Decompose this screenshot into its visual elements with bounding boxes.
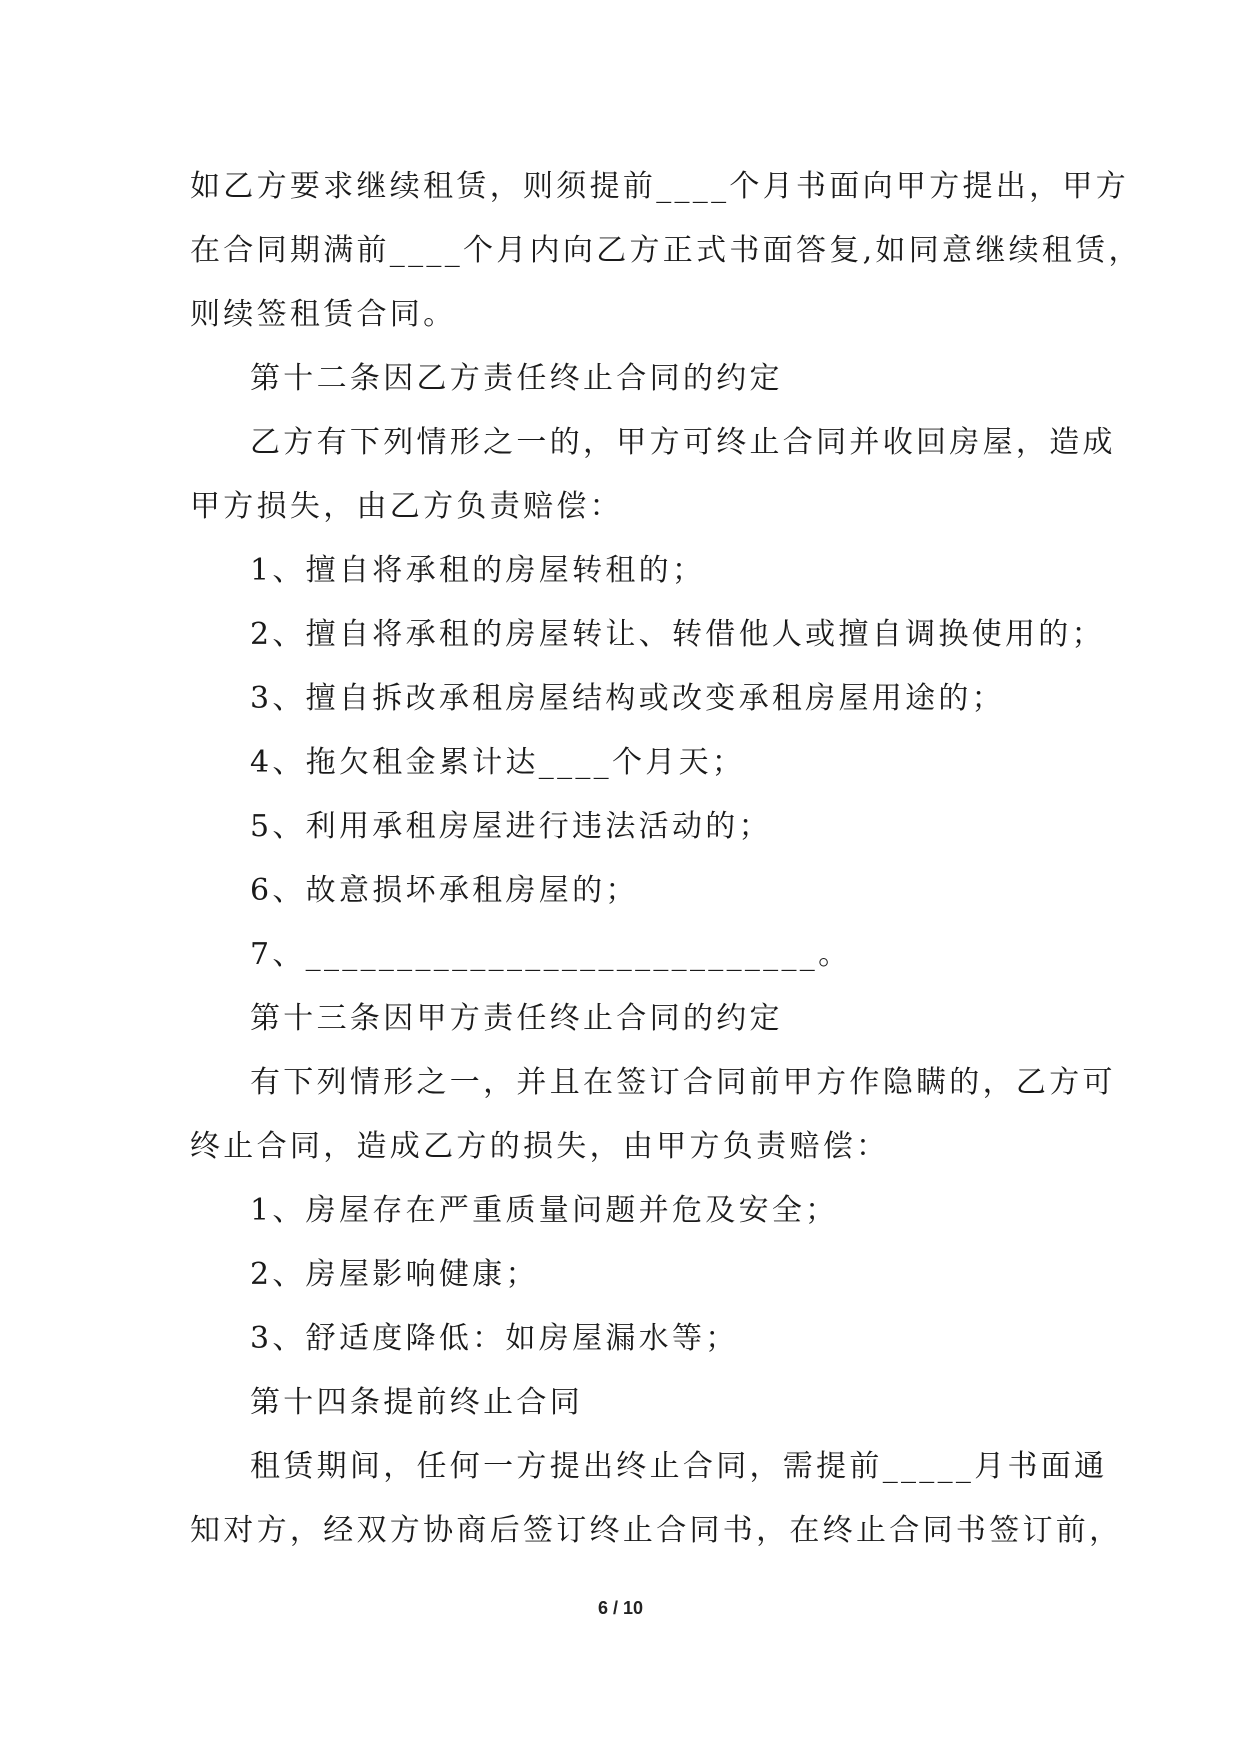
page-number: 6 / 10 [597,1598,644,1618]
text-line: 则续签租赁合同。 [190,297,457,332]
text-line: 有下列情形之一，并且在签订合同前甲方作隐瞒的，乙方可 [250,1065,1116,1100]
list-item: 2、擅自将承租的房屋转让、转借他人或擅自调换使用的； [250,617,1105,652]
text-line: 如乙方要求继续租赁，则须提前____个月书面向甲方提出，甲方 [190,169,1129,204]
list-item: 5、利用承租房屋进行违法活动的； [250,809,772,844]
text-line: 在合同期满前____个月内向乙方正式书面答复,如同意继续租赁， [190,233,1142,268]
list-item: 1、房屋存在严重质量问题并危及安全； [250,1193,839,1228]
text-line: 租赁期间，任何一方提出终止合同，需提前_____月书面通 [250,1449,1108,1484]
list-item: 3、舒适度降低：如房屋漏水等； [250,1321,739,1356]
text-line: 终止合同，造成乙方的损失，由甲方负责赔偿： [190,1129,890,1164]
article-heading: 第十四条提前终止合同 [250,1385,583,1420]
list-item: 2、房屋影响健康； [250,1257,539,1292]
list-item: 6、故意损坏承租房屋的； [250,873,639,908]
article-heading: 第十三条因甲方责任终止合同的约定 [250,1001,783,1036]
text-line: 知对方，经双方协商后签订终止合同书，在终止合同书签订前， [190,1513,1123,1548]
list-item: 3、擅自拆改承租房屋结构或改变承租房屋用途的； [250,681,1005,716]
text-line: 甲方损失，由乙方负责赔偿： [190,489,623,524]
article-heading: 第十二条因乙方责任终止合同的约定 [250,361,783,396]
document-body [190,155,1142,1563]
list-item: 1、擅自将承租的房屋转租的； [250,553,706,588]
list-item: 4、拖欠租金累计达____个月天； [250,745,746,780]
list-item: 7、____________________________。 [250,937,852,972]
text-line: 乙方有下列情形之一的，甲方可终止合同并收回房屋，造成 [250,425,1116,460]
